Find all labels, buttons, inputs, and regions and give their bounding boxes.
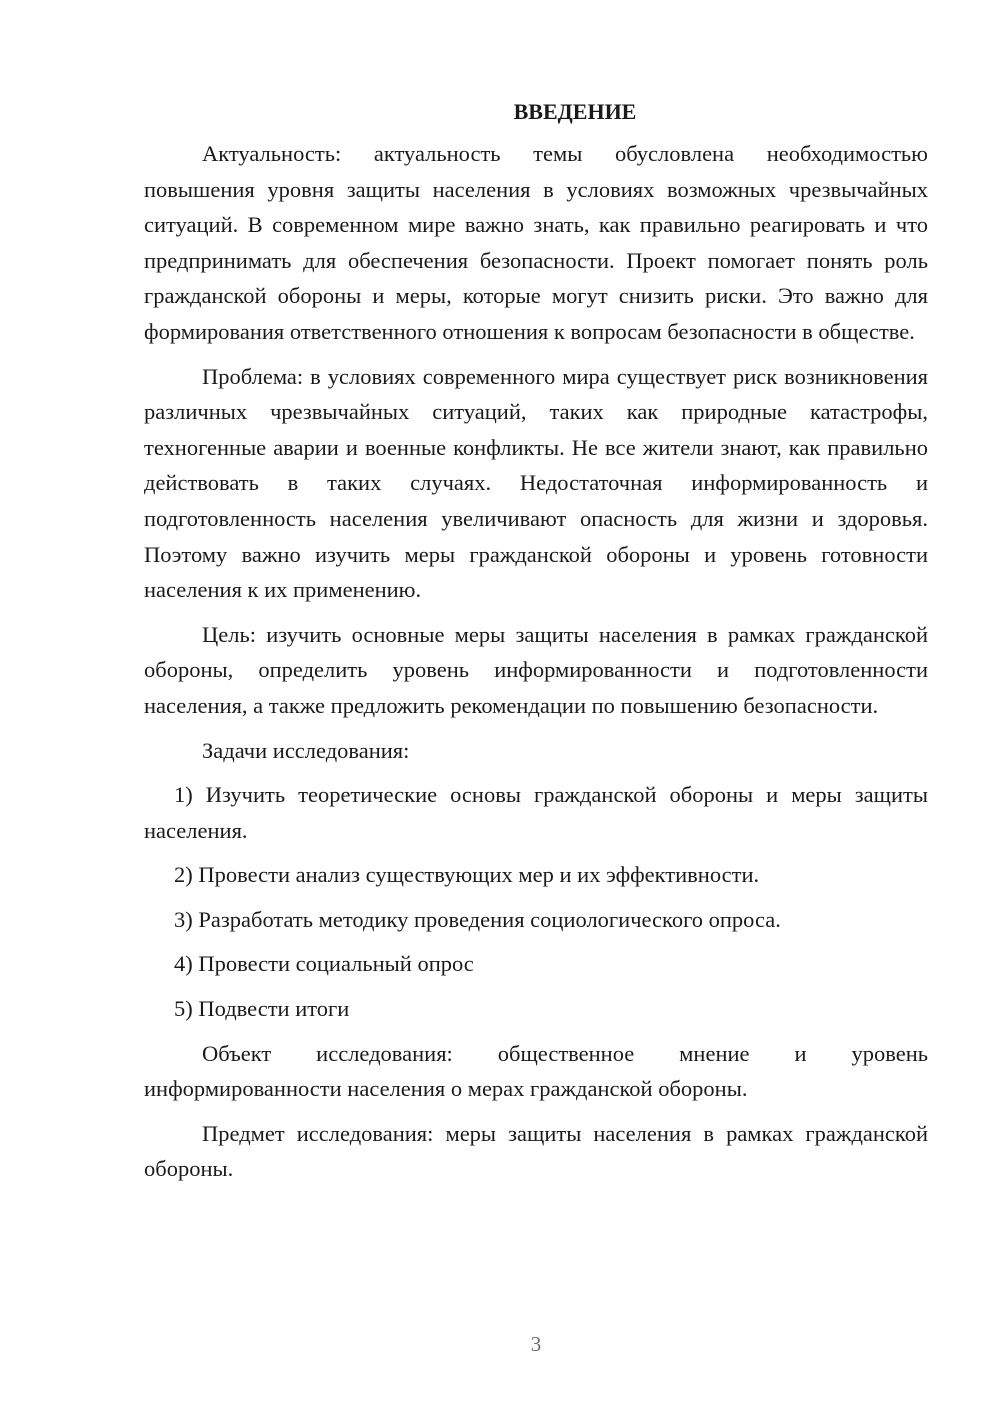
task-item-2: 2) Провести анализ существующих мер и их эффективности. (174, 862, 760, 888)
paragraph-object: Объект исследования: общественное мнение и уровень информированности населения о мерах гражданской обороны. (144, 1040, 928, 1102)
task-item-4: 4) Провести социальный опрос (174, 951, 474, 977)
paragraph-subject: Предмет исследования: меры защиты населения в рамках гражданской обороны. (144, 1120, 928, 1182)
task-item-3: 3) Разработать методику проведения социологического опроса. (174, 906, 781, 932)
task-item-1: 1) Изучить теоретические основы гражданской обороны и меры защиты населения. (144, 782, 928, 843)
page-content (144, 94, 928, 1196)
paragraph-problem: Проблема: в условиях современного мира существует риск возникновения различных чрезвычайных ситуаций, таких как природные катастрофы, техногенные аварии и военные конфликты. Не все жители знают, как правильно действовать в таких случаях. Недостаточная информированность и подготовленность населения увеличивают опасность для жизни и здоровья. Поэтому важно изучить меры гражданской обороны и уровень готовности населения к их применению. (144, 363, 928, 603)
task-item-5: 5) Подвести итоги (174, 996, 350, 1022)
paragraph-goal: Цель: изучить основные меры защиты населения в рамках гражданской обороны, определить уровень информированности и подготовленности населения, а также предложить рекомендации по повышению безопасности. (144, 621, 928, 718)
paragraph-relevance: Актуальность: актуальность темы обусловлена необходимостью повышения уровня защиты населения в условиях возможных чрезвычайных ситуаций. В современном мире важно знать, как правильно реагировать и что предпринимать для обеспечения безопасности. Проект помогает понять роль гражданской обороны и меры, которые могут снизить риски. Это важно для формирования ответственного отношения к вопросам безопасности в обществе. (144, 141, 928, 344)
tasks-heading: Задачи исследования: (202, 737, 410, 763)
page-number: 3 (530, 1332, 542, 1356)
page-title: ВВЕДЕНИЕ (513, 99, 637, 124)
